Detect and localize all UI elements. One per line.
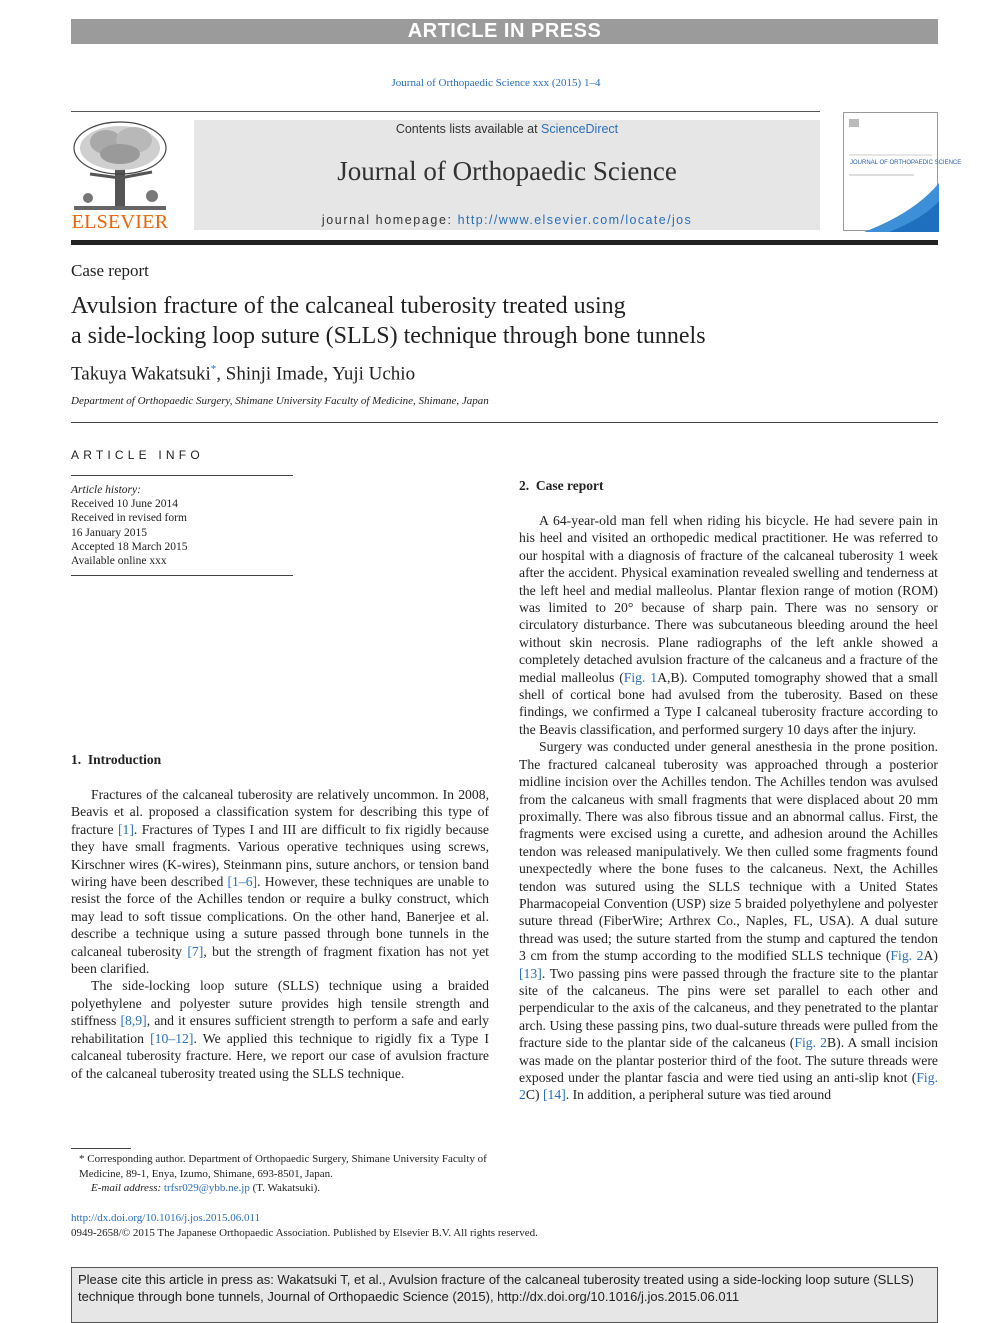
author-others: , Shinji Imade, Yuji Uchio (216, 363, 416, 385)
reference-link[interactable]: [13] (519, 965, 542, 981)
body-text: A) (923, 948, 938, 964)
reference-link[interactable]: [14] (542, 1087, 566, 1103)
article-info-rule-bottom (71, 575, 293, 576)
history-item: 16 January 2015 (71, 526, 148, 539)
header-thick-rule (71, 240, 938, 245)
corresponding-author-footnote (71, 1152, 491, 1196)
authors (71, 363, 415, 385)
email-label: E-mail address: (91, 1182, 162, 1194)
title-divider (71, 422, 938, 423)
header-divider (71, 111, 820, 112)
reference-link[interactable]: Fig. 2 (890, 948, 924, 964)
footnote-text: Corresponding author. Department of Orthopaedic Surgery, Shimane University Faculty of Medicine, 89-1, Enya, Izumo, Shimane, 693-8501, Japan. (79, 1153, 487, 1180)
body-text: Fractures of the calcaneal tuberosity are relatively uncommon. In 2008, Beavis et al. proposed a classification system for describing this type of fracture (71, 787, 489, 837)
journal-citation-link[interactable]: Journal of Orthopaedic Science xxx (2015) 1–4 (391, 77, 601, 89)
history-item: Available online xxx (71, 555, 167, 568)
article-info-heading: ARTICLE INFO (71, 448, 204, 462)
reference-link[interactable]: [1] (117, 821, 134, 837)
citation-box: Please cite this article in press as: Wakatsuki T, et al., Avulsion fracture of the calcaneal tuberosity treated using a side-locking loop suture (SLLS) technique through bone tunnels, Journal of Orthopaedic Science (2015), http://dx.doi.org/10.1016/j.jos.2015.06.011 (71, 1267, 938, 1323)
reference-link[interactable]: [1–6] (227, 874, 258, 890)
doi-link[interactable]: http://dx.doi.org/10.1016/j.jos.2015.06.011 (71, 1212, 261, 1224)
paragraph (71, 977, 489, 1081)
body-text: , but the strength of fragment fixation has not yet been clarified. (71, 943, 489, 977)
article-history (71, 483, 188, 568)
paragraph (519, 512, 938, 738)
footnote-mark: * (79, 1153, 85, 1165)
body-text: . We applied this technique to rigidly fix a Type I calcaneal tuberosity fracture. Here, we report our case of avulsion fracture of the calcaneal tuberosity treated using the SLLS technique. (71, 1030, 489, 1081)
body-text: . However, these techniques are unable to resist the force of the Achilles tendon or require a bulky construct, which may lead to soft tissue complications. On the other hand, Banerjee et al. describe a technique using a suture passed through bone tunnels in the calcaneal tuberosity (71, 874, 489, 959)
affiliation: Department of Orthopaedic Surgery, Shimane University Faculty of Medicine, Shimane, Japan (71, 395, 489, 407)
footnote-line (71, 1152, 491, 1181)
body-text: Surgery was conducted under general anesthesia in the prone position. The fractured calcaneal tuberosity was approached through a posterior midline incision over the Achilles tendon. The Achilles tendon was avulsed from the calcaneus with small fragments that were displaced about 20 mm proximally. There was also fibrous tissue and an abnormal callus. First, the fragments were excised using a curette, and adhesion around the Achilles tendon was released manipulatively. We then culled some fragments found unexpectedly where the bone fuses to the calcaneus. Next, the Achilles tendon was sutured using the SLLS technique with a United States Pharmacopeial Convention (USP) size 5 braided polyethylene and polyester suture thread (FiberWire; Arthrex Co., Naples, FL, USA). A dual suture thread was used; the suture started from the stump and captured the tendon 3 cm from the stump according to the modified SLLS technique ( (519, 739, 938, 964)
cover-art-icon (844, 113, 939, 232)
body-text: A 64-year-old man fell when riding his bicycle. He had severe pain in his heel and visited an orthopedic medical practitioner. He was referred to our hospital with a diagnosis of fracture of the calcaneal tuberosity 1 week after the accident. Physical examination revealed swelling and tenderness at the left heel and medial malleolus. Plantar flexion range of motion (ROM) was limited to 20° because of sharp pain. There was no sensory or circulatory disturbance. There was subcutaneous bleeding around the heel without skin necrosis. Plane radiographs of the left ankle showed a completely detached avulsion fracture of the calcaneus and a fracture of the medial malleolus ( (519, 513, 938, 685)
paragraph (519, 738, 938, 1104)
introduction-body (71, 786, 489, 1082)
body-text: , and it ensures sufficient strength to perform a safe and early rehabilitation (71, 1013, 489, 1046)
email-link[interactable]: trfsr029@ybb.ne.jp (163, 1182, 250, 1194)
homepage-line (194, 213, 820, 227)
reference-link[interactable]: Fig. 1 (623, 669, 658, 685)
homepage-prefix: journal homepage: (321, 213, 458, 227)
history-item: Received in revised form (71, 512, 187, 525)
article-title (71, 291, 931, 351)
case-report-body (519, 512, 938, 1104)
tree-logo-icon (68, 118, 172, 214)
case-report-heading: 2. Case report (519, 478, 604, 493)
article-in-press-banner: ARTICLE IN PRESS (71, 19, 938, 44)
body-text: . In addition, a peripheral suture was tied around (565, 1087, 832, 1103)
cover-journal-title: JOURNAL OF ORTHOPAEDIC SCIENCE (850, 160, 962, 166)
body-text: . Two passing pins were passed through the fracture site to the plantar site of the calcaneus. The pins were set parallel to each other and perpendicular to the axis of the calcaneus, and they penetrated to the plantar arch. Using these passing pins, two dual-suture threads were pulled from the fracture side to the plantar side of the calcaneus ( (519, 965, 938, 1051)
body-text: . Fractures of Types I and III are difficult to fix rigidly because they have small fragments. Various operative techniques using screws, Kirschner wires (K-wires), Steinmann pins, suture anchors, or tension band wiring have been described (71, 821, 489, 890)
body-text: B). A small incision was made on the plantar posterior third of the foot. The suture threads were exposed under the plantar fascia and were tied using an anti-slip knot ( (519, 1035, 938, 1085)
reference-link[interactable]: [7] (187, 943, 204, 959)
title-line-1: Avulsion fracture of the calcaneal tuberosity treated using (71, 293, 626, 319)
introduction-heading: 1. Introduction (71, 752, 162, 767)
paragraph (71, 786, 489, 977)
publisher-name: ELSEVIER (71, 211, 169, 233)
body-text: A,B). Computed tomography showed that a small shell of cortical bone had avulsed from the tuberosity. Based on these findings, we confirmed a Type I calcaneal tuberosity fracture according to the Beavis classification, and performed surgery 10 days after the injury. (519, 669, 938, 737)
body-text: The side-locking loop suture (SLLS) technique using a braided polyethylene and polyester suture provides high tensile strength and stiffness (71, 978, 489, 1029)
body-text: C) (525, 1087, 543, 1103)
footnote-rule (71, 1148, 131, 1149)
corresponding-author-marker[interactable]: * (210, 363, 217, 375)
history-label: Article history: (71, 484, 141, 496)
article-info-rule-top (71, 475, 293, 476)
homepage-link[interactable]: http://www.elsevier.com/locate/jos (457, 213, 693, 227)
history-item: Received 10 June 2014 (71, 498, 178, 511)
reference-link[interactable]: Fig. 2 (519, 1070, 938, 1103)
footnote-email-line (71, 1181, 491, 1196)
email-suffix: (T. Wakatsuki). (249, 1182, 321, 1194)
journal-cover-thumbnail[interactable] (843, 112, 962, 231)
history-item: Accepted 18 March 2015 (71, 540, 188, 553)
sciencedirect-link[interactable]: ScienceDirect (541, 122, 619, 136)
title-line-2: a side-locking loop suture (SLLS) technique through bone tunnels (71, 323, 706, 349)
reference-link[interactable]: Fig. 2 (794, 1035, 828, 1051)
contents-line (194, 122, 820, 136)
copyright: 0949-2658/© 2015 The Japanese Orthopaedic Association. Published by Elsevier B.V. All rights reserved. (71, 1227, 538, 1239)
contents-prefix: Contents lists available at (395, 122, 542, 136)
article-type: Case report (71, 261, 149, 280)
journal-masthead (194, 120, 820, 230)
elsevier-logo[interactable] (68, 118, 172, 234)
author-corresponding: Takuya Wakatsuki (71, 363, 211, 385)
reference-link[interactable]: [10–12] (150, 1030, 194, 1046)
reference-link[interactable]: [8,9] (120, 1013, 147, 1029)
journal-title: Journal of Orthopaedic Science (337, 156, 677, 186)
